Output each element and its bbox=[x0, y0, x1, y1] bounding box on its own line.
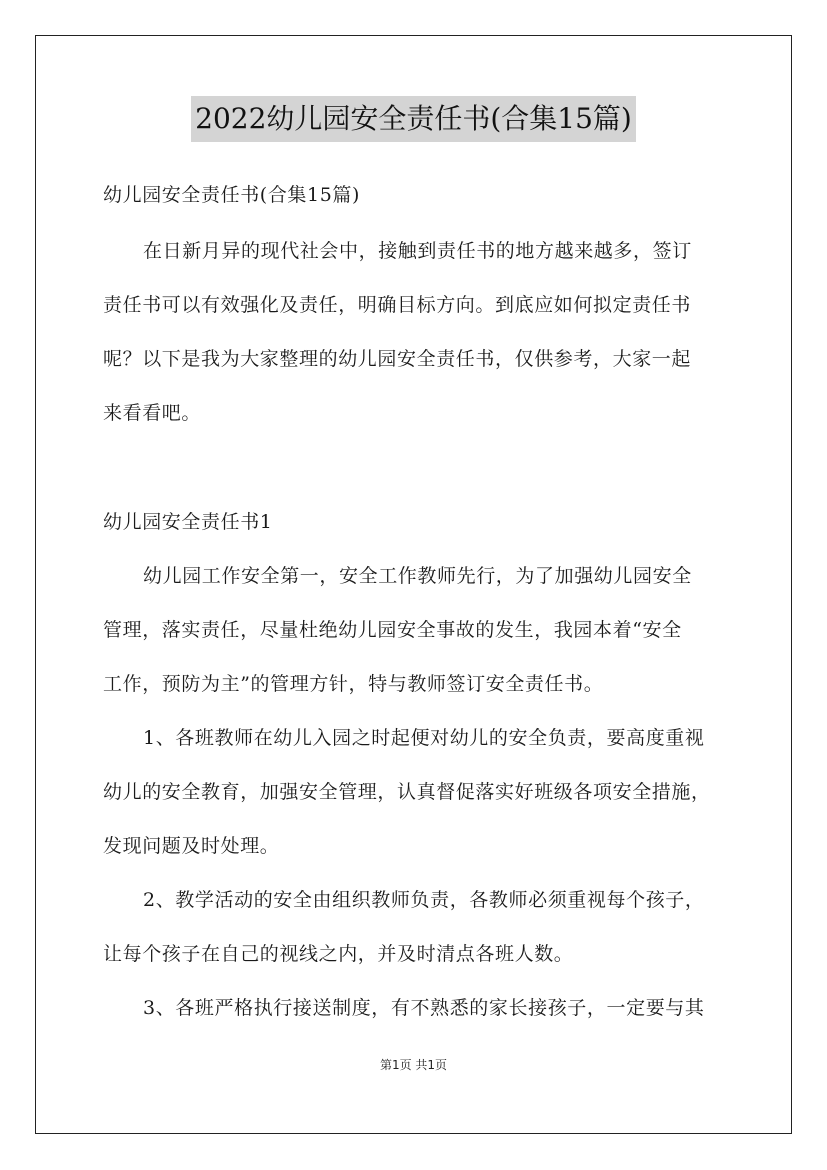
document-subtitle: 幼儿园安全责任书(合集15篇) bbox=[103, 184, 361, 206]
section-line-2: 管理，落实责任，尽量杜绝幼儿园安全事故的发生，我园本着“安全 bbox=[103, 619, 682, 641]
page-number-text: 第1页 共1页 bbox=[379, 1058, 448, 1072]
document-title: 2022幼儿园安全责任书(合集15篇) bbox=[191, 96, 636, 142]
intro-line-2: 责任书可以有效强化及责任，明确目标方向。到底应如何拟定责任书 bbox=[103, 294, 692, 316]
section-line-6: 发现问题及时处理。 bbox=[103, 835, 280, 857]
section-line-8: 让每个孩子在自己的视线之内，并及时清点各班人数。 bbox=[103, 943, 574, 965]
section-line-5: 幼儿的安全教育，加强安全管理，认真督促落实好班级各项安全措施， bbox=[103, 781, 711, 803]
intro-line-1: 在日新月异的现代社会中，接触到责任书的地方越来越多，签订 bbox=[143, 240, 692, 262]
section-line-9: 3、各班严格执行接送制度，有不熟悉的家长接孩子，一定要与其 bbox=[143, 997, 705, 1019]
title-container bbox=[0, 96, 827, 142]
section-line-1: 幼儿园工作安全第一，安全工作教师先行，为了加强幼儿园安全 bbox=[143, 565, 692, 587]
intro-line-4: 来看看吧。 bbox=[103, 402, 202, 424]
page-footer bbox=[0, 1056, 827, 1073]
intro-line-3: 呢？以下是我为大家整理的幼儿园安全责任书，仅供参考，大家一起 bbox=[103, 348, 692, 370]
section-heading: 幼儿园安全责任书1 bbox=[103, 511, 273, 533]
section-line-7: 2、教学活动的安全由组织教师负责，各教师必须重视每个孩子， bbox=[143, 889, 705, 911]
section-line-4: 1、各班教师在幼儿入园之时起便对幼儿的安全负责，要高度重视 bbox=[143, 727, 705, 749]
section-line-3: 工作，预防为主”的管理方针，特与教师签订安全责任书。 bbox=[103, 673, 604, 695]
